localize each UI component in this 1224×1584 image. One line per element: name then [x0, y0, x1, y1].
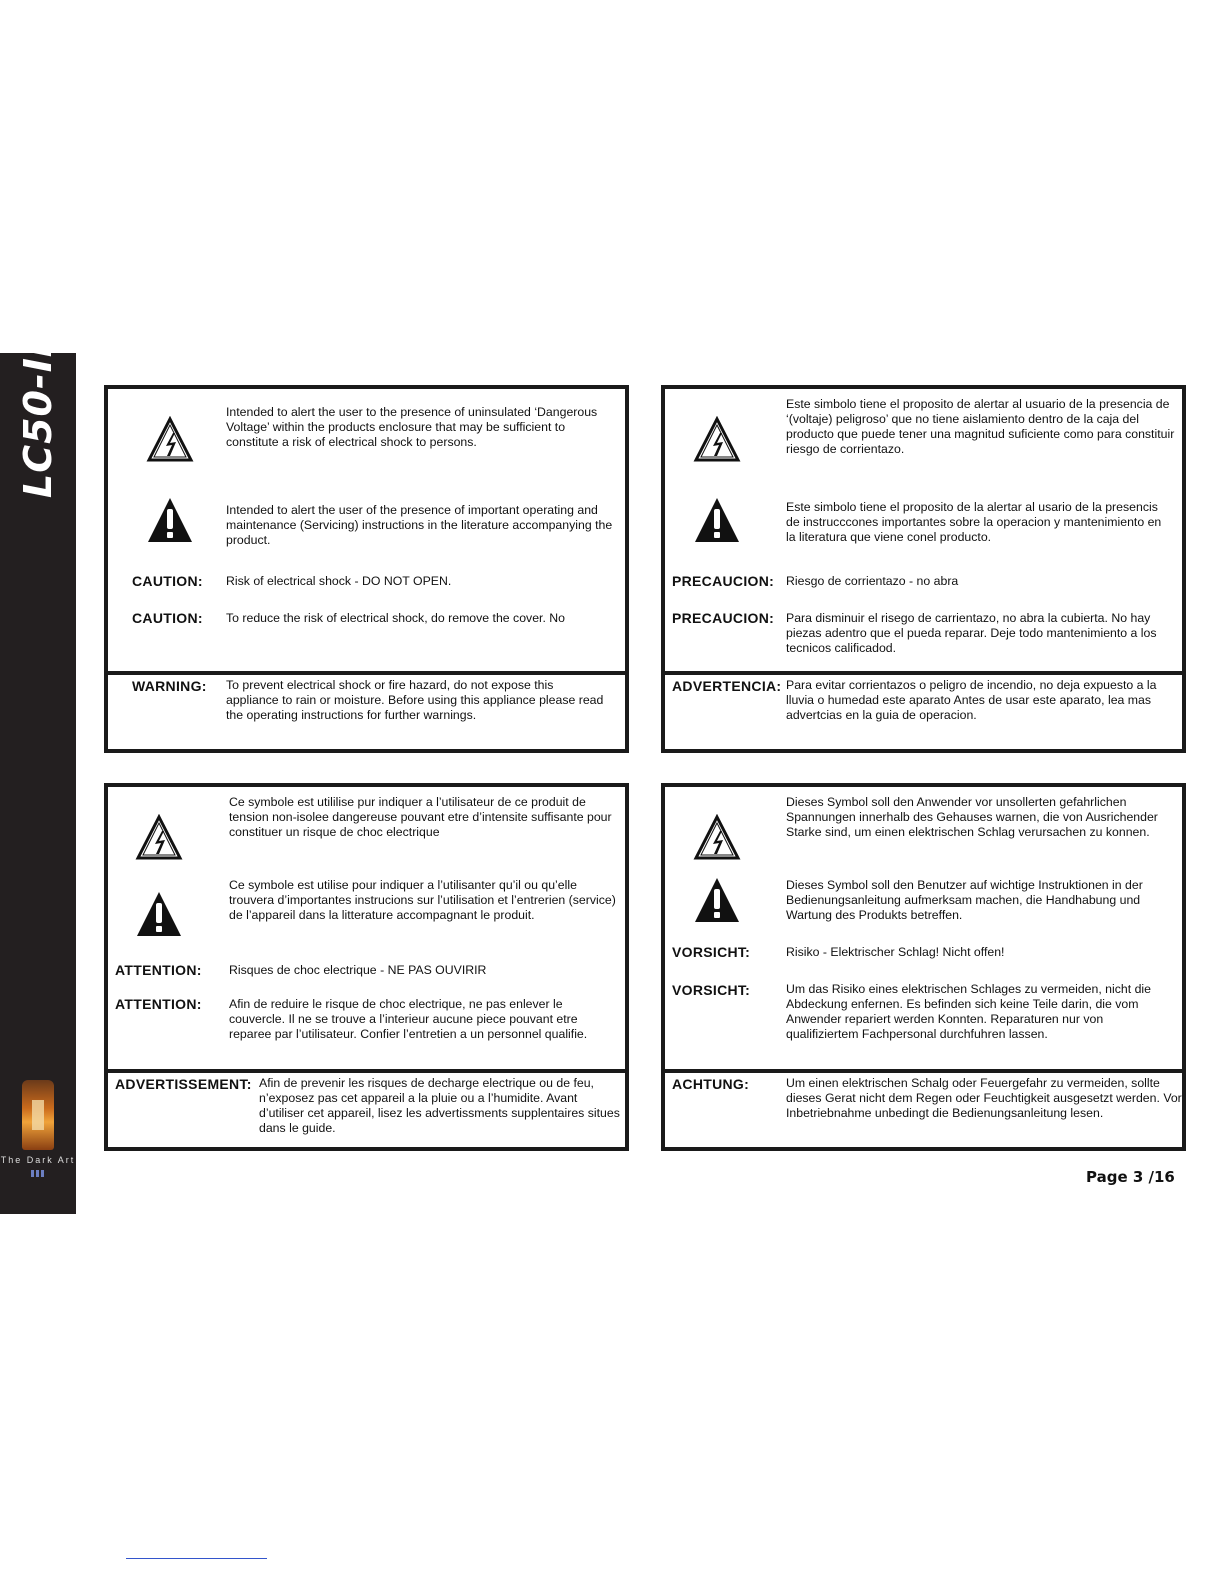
panel-divider [665, 671, 1182, 675]
instructions-notice-text: Ce symbole est utilise pour indiquer a l’utilisanter qu’il ou qu’elle trouvera d’importantes instrucions sur l’utilisation et l’entrerien (service) de l’appareil dans la litterature accompagnant le produit. [229, 878, 616, 922]
exclamation-icon [146, 496, 194, 544]
exclamation-icon [693, 496, 741, 544]
warning-text: Afin de prevenir les risques de decharge electrique ou de feu, n’exposez pas cet appareil a la pluie ou a l’humidite. Avant d’utiliser cet appareil, lisez les advertissments supplentaires situes dans le guide. [259, 1076, 620, 1135]
dangerous-voltage-icon [146, 416, 194, 464]
caution-text: Risk of electrical shock - DO NOT OPEN. [226, 574, 452, 588]
warning-label: ACHTUNG: [672, 1076, 750, 1092]
caution-text: Riesgo de corrientazo - no abra [786, 574, 959, 588]
caution-text: Um das Risiko eines elektrischen Schlages zu vermeiden, nicht die Abdeckung enfernen. Es befinden sich keine Teile darin, die vom Anwender repariert werden Konnten. Reparaturen nur von qualifiziertem Fachpersonal durchfuhren lassen. [786, 982, 1151, 1041]
exclamation-icon [135, 890, 183, 938]
caution-label: PRECAUCION: [672, 610, 775, 626]
caution-text: Risques de choc electrique - NE PAS OUVIRIR [229, 963, 487, 977]
footer-link[interactable] [126, 1558, 267, 1559]
caution-label: ATTENTION: [115, 962, 202, 978]
caution-text: Para disminuir el risego de carrientazo, no abra la cubierta. No hay piezas adentro que el pueda reparar. Deje todo mantenimiento a los tecnicos calificadod. [786, 611, 1157, 655]
caution-label: CAUTION: [132, 610, 203, 626]
dangerous-voltage-icon [135, 814, 183, 862]
exclamation-icon [693, 876, 741, 924]
instructions-notice-text: Intended to alert the user of the presence of important operating and maintenance (Servicing) instructions in the literature accompanying the product. [226, 503, 613, 547]
caution-label: CAUTION: [132, 573, 203, 589]
voltage-warning-text: Ce symbole est utililise pur indiquer a l’utilisateur de ce produit de tension non-isolee dangereuse pouvant etre d’intensite suffisante pour constituer un risque de choc electrique [229, 795, 612, 839]
panel-divider [108, 671, 625, 675]
warning-label: ADVERTISSEMENT: [115, 1076, 252, 1092]
instructions-notice-text: Este simbolo tiene el proposito de la alertar al usario de la presencis de instrucccones importantes sobre la operacion y mantenimiento en la literatura que viene conel producto. [786, 500, 1162, 544]
caution-label: VORSICHT: [672, 944, 751, 960]
caution-label: VORSICHT: [672, 982, 751, 998]
brand-logo [0, 1070, 76, 1190]
caution-label: ATTENTION: [115, 996, 202, 1012]
logo-mark-icon [31, 1170, 45, 1177]
warning-label: ADVERTENCIA: [672, 678, 782, 694]
page-number: Page 3 /16 [1086, 1168, 1175, 1186]
caution-text: Risiko - Elektrischer Schlag! Nicht offen! [786, 945, 1005, 959]
caution-text: Afin de reduire le risque de choc electrique, ne pas enlever le couvercle. Il ne se trouve a l’interieur aucune piece pouvant etre reparee par l’utilisateur. Confier l’entretien a un personnel qualifie. [229, 997, 588, 1041]
voltage-warning-text: Dieses Symbol soll den Anwender vor unsollerten gefahrlichen Spannungen innerhalb des Gehauses warnen, die von Ausrichender Starke sind, um einen elektrischen Schlag verursachen zu konnen. [786, 795, 1158, 839]
panel-divider [108, 1069, 625, 1073]
logo-tagline: The Dark Art [0, 1155, 76, 1165]
voltage-warning-text: Este simbolo tiene el proposito de alertar al usuario de la presencia de ‘(voltaje) peligroso’ que no tiene aislamiento dentro de la caja del producto que puede tener una magnitud suficiente como para constituir riesgo de corrientazo. [786, 397, 1175, 456]
warning-label: WARNING: [132, 678, 207, 694]
dangerous-voltage-icon [693, 416, 741, 464]
panel-divider [665, 1069, 1182, 1073]
caution-text: To reduce the risk of electrical shock, do remove the cover. No [226, 611, 566, 625]
caution-label: PRECAUCION: [672, 573, 775, 589]
warning-text: Um einen elektrischen Schalg oder Feuergefahr zu vermeiden, sollte dieses Gerat nicht dem Regen oder Feuchtigkeit ausgesetzt werden. Vor Inbetriebnahme unbedingt die Bedienungsanleitung lesen. [786, 1076, 1182, 1120]
voltage-warning-text: Intended to alert the user to the presence of uninsulated ‘Dangerous Voltage’ within the products enclosure that may be sufficient to constitute a risk of electrical shock to persons. [226, 405, 598, 449]
warning-text: Para evitar corrientazos o peligro de incendio, no deja expuesto a la lluvia o humedad este aparato Antes de usar este aparato, lea mas advertcias en la guia de operacion. [786, 678, 1157, 722]
instructions-notice-text: Dieses Symbol soll den Benutzer auf wichtige Instruktionen in der Bedienungsanleitung aufmerksam machen, die Handhabung und Wartung des Produkts betreffen. [786, 878, 1143, 922]
logo-image [22, 1080, 54, 1150]
dangerous-voltage-icon [693, 814, 741, 862]
warning-text: To prevent electrical shock or fire hazard, do not expose this appliance to rain or moisture. Before using this appliance please read the operating instructions for further warnings. [226, 678, 604, 722]
product-title: LC50-II [16, 341, 60, 499]
